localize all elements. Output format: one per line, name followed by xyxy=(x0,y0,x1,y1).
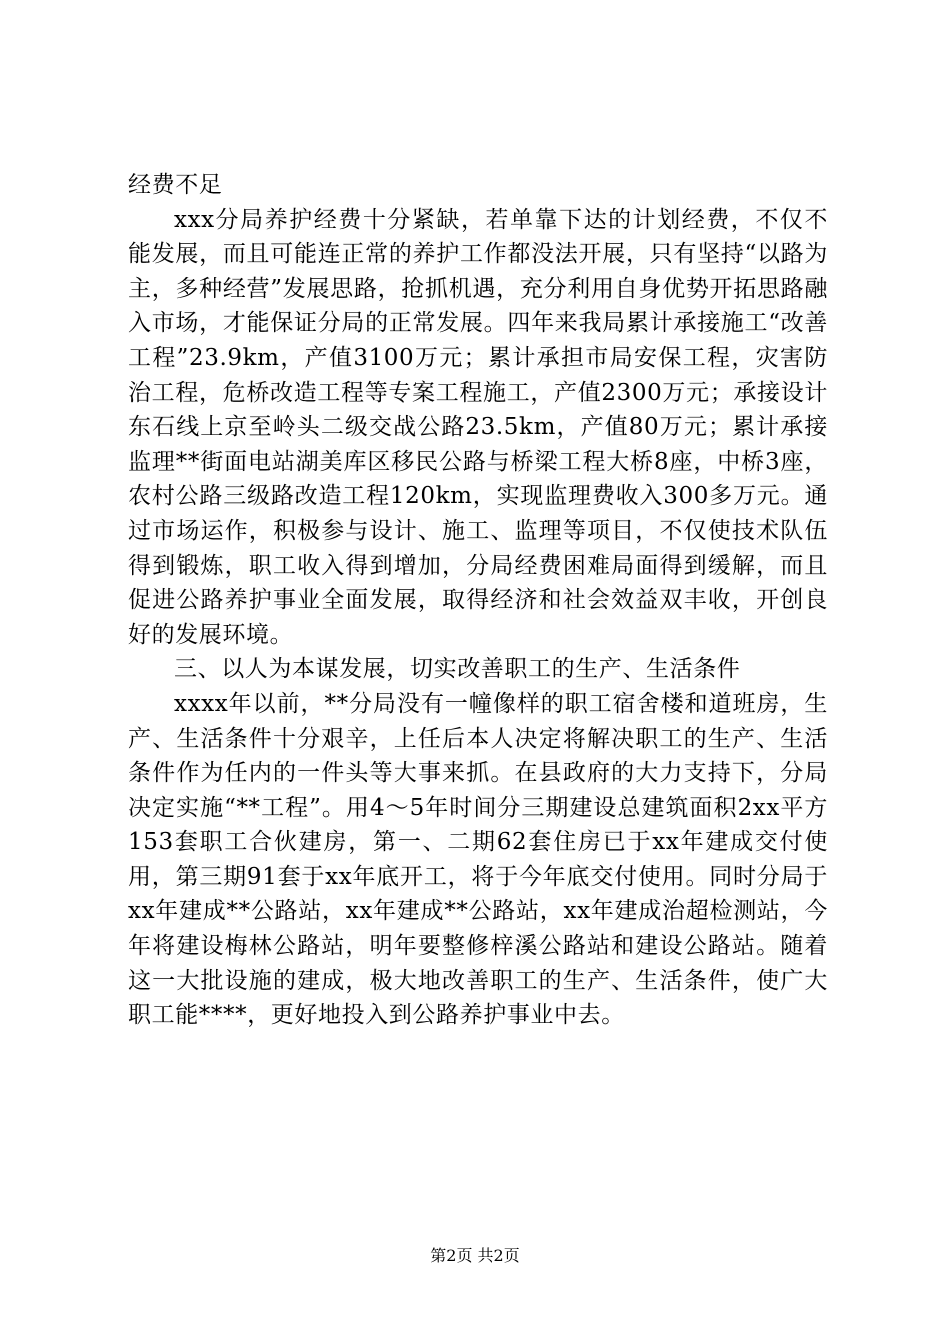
heading-fragment: 经费不足 xyxy=(128,172,223,198)
section-heading-3: 三、以人为本谋发展，切实改善职工的生产、生活条件 xyxy=(174,656,741,683)
document-body xyxy=(128,168,828,1033)
page-footer: 第2页 共2页 xyxy=(430,1246,520,1265)
paragraph-funding: xxx分局养护经费十分紧缺，若单靠下达的计划经费，不仅不能发展，而且可能连正常的养护工作都没法开展，只有坚持“以路为主，多种经营”发展思路，抢抓机遇，充分利用自身优势开拓思路融入市场，才能保证分局的正常发展。四年来我局累计承接施工“改善工程”23.9km，产值3100万元；累计承担市局安保工程，灾害防治工程，危桥改造工程等专案工程施工，产值2300万元；承接设计东石线上京至岭头二级交战公路23.5km，产值80万元；累计承接监理**街面电站湖美库区移民公路与桥梁工程大桥8座，中桥3座，农村公路三级路改造工程120km，实现监理费收入300多万元。通过市场运作，积极参与设计、施工、监理等项目，不仅使技术队伍得到锻炼，职工收入得到增加，分局经费困难局面得到缓解，而且促进公路养护事业全面发展，取得经济和社会效益双丰收，开创良好的发展环境。 xyxy=(128,206,828,648)
paragraph-housing: xxxx年以前，**分局没有一幢像样的职工宿舍楼和道班房，生产、生活条件十分艰辛，上任后本人决定将解决职工的生产、生活条件作为任内的一件头等大事来抓。在县政府的大力支持下，分局决定实施“**工程”。用4～5年时间分三期建设总建筑面积2xx平方153套职工合伙建房，第一、二期62套住房已于xx年建成交付使用，第三期91套于xx年底开工，将于今年底交付使用。同时分局于xx年建成**公路站，xx年建成**公路站，xx年建成治超检测站，今年将建设梅林公路站，明年要整修梓溪公路站和建设公路站。随着这一大批设施的建成，极大地改善职工的生产、生活条件，使广大职工能****，更好地投入到公路养护事业中去。 xyxy=(128,690,828,1029)
